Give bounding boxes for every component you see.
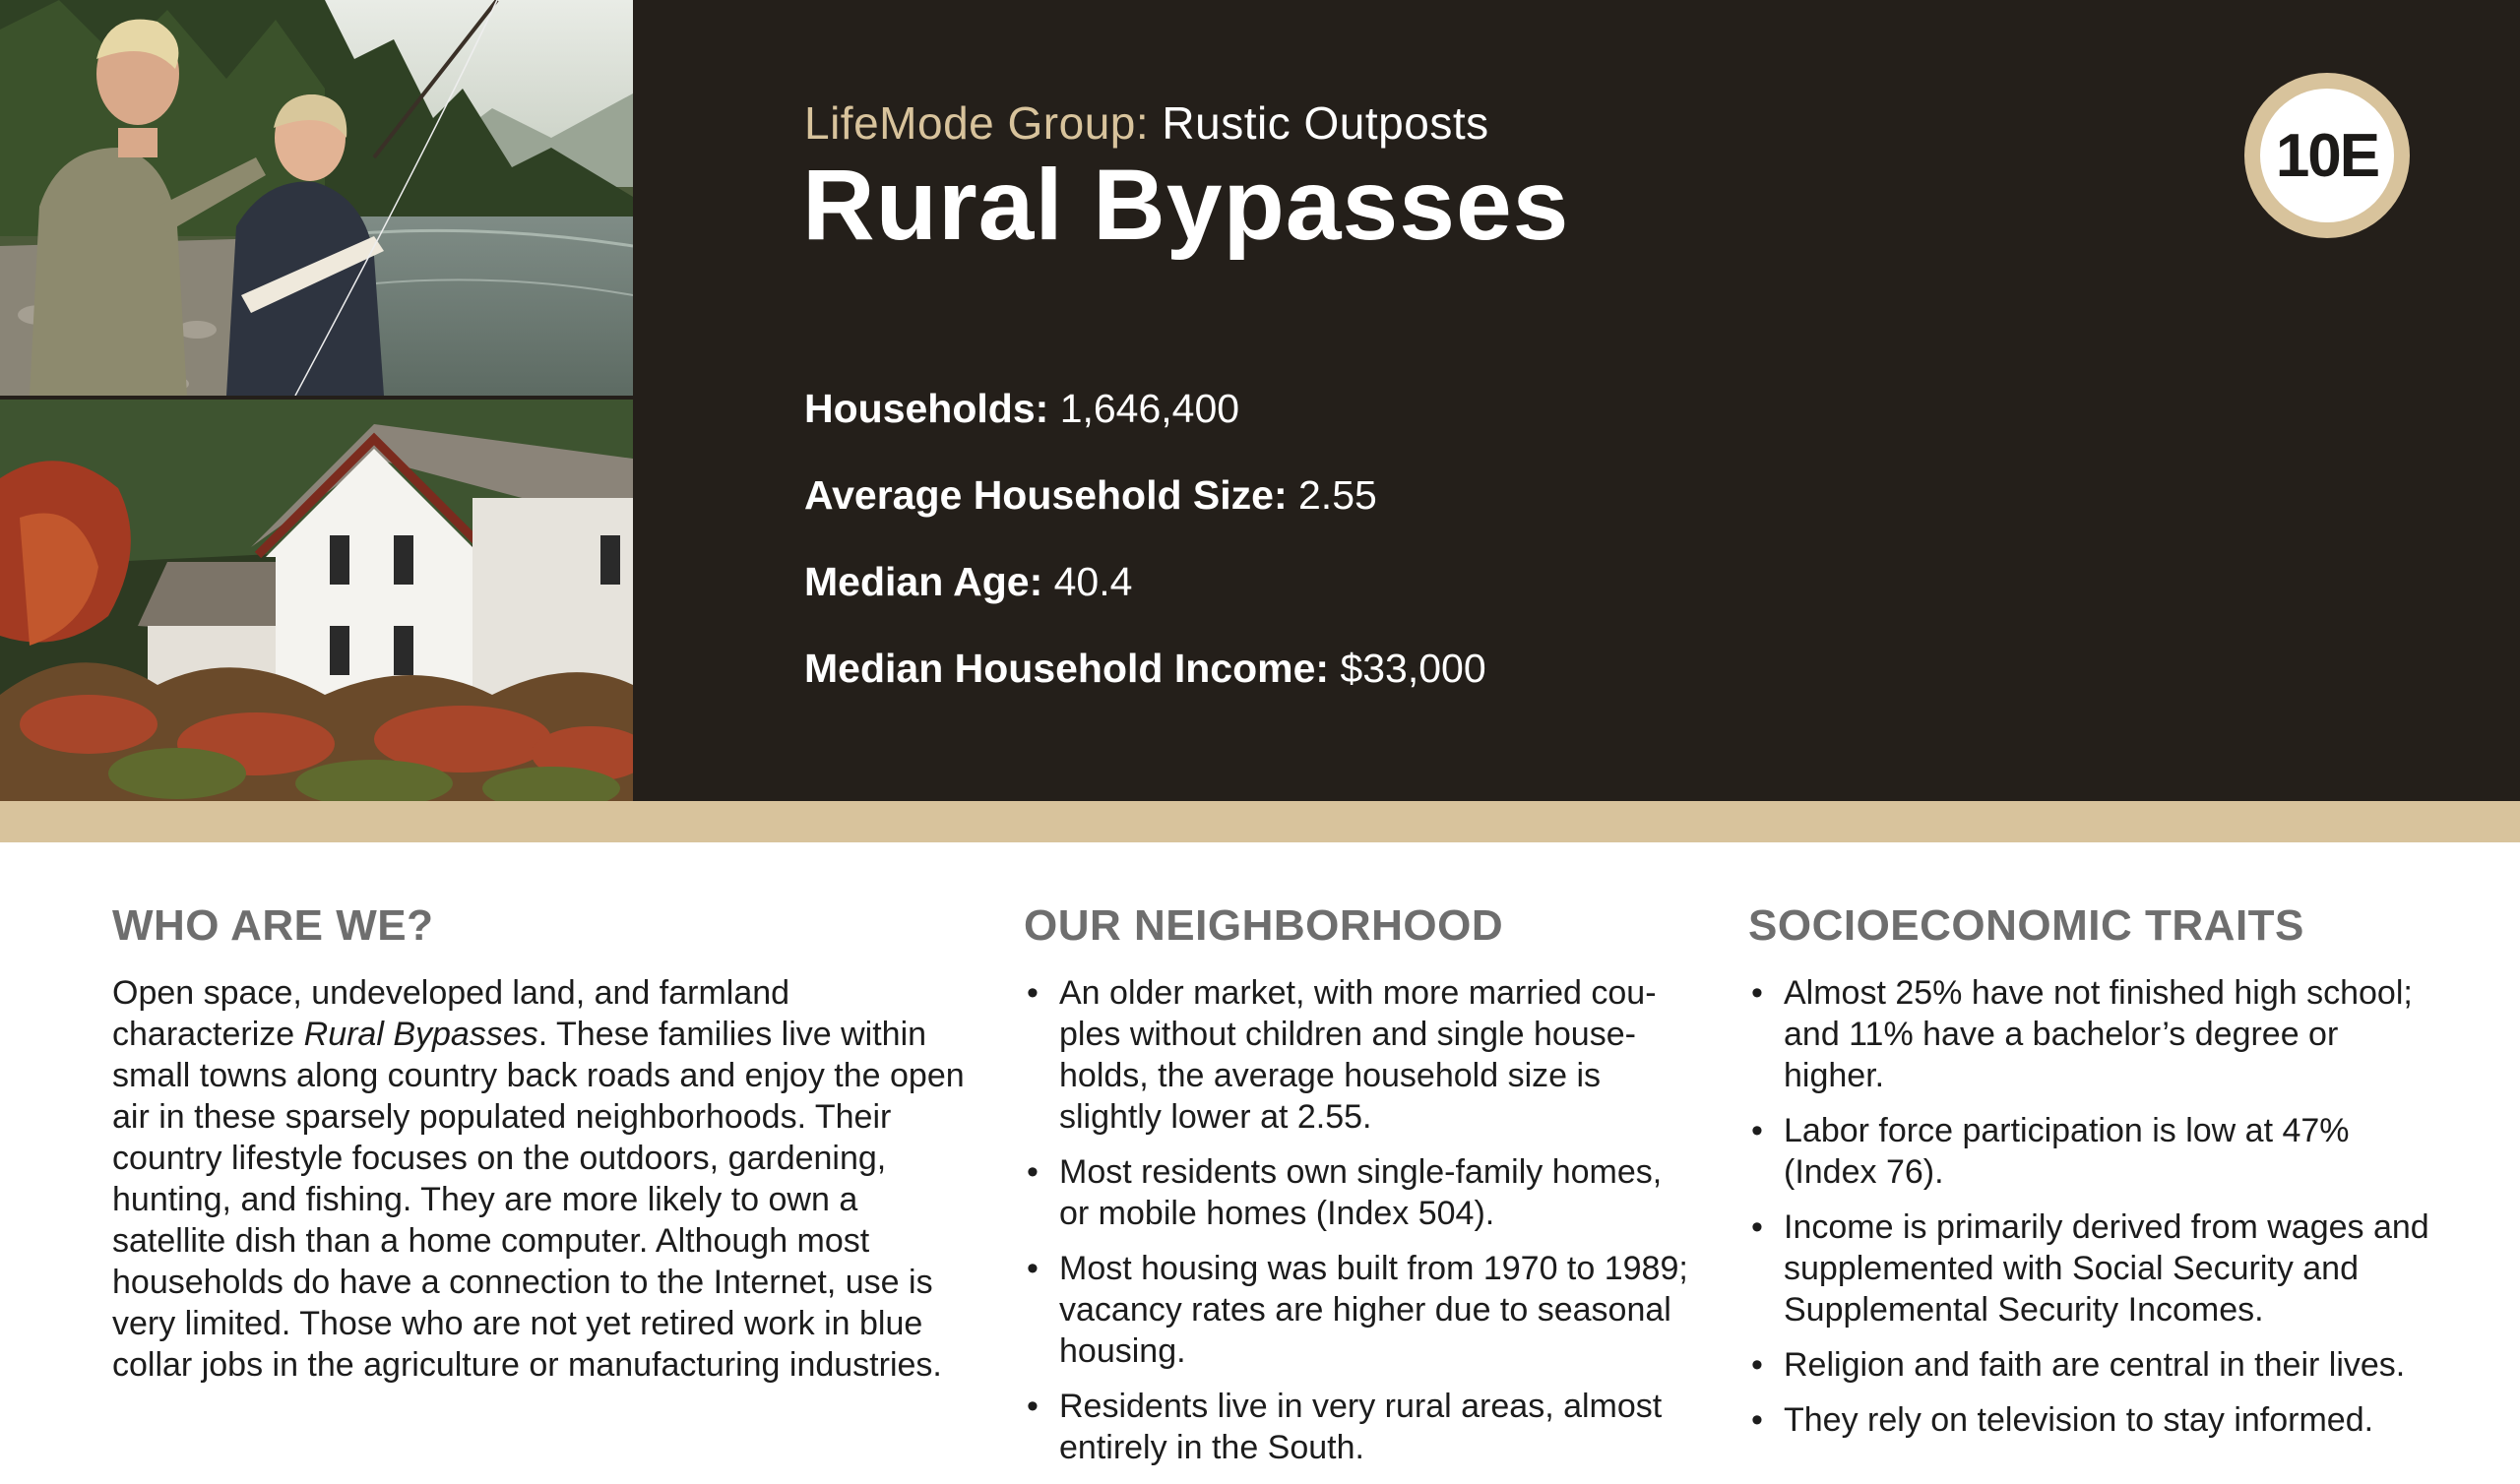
list-item (1748, 972, 2437, 1096)
list-item-text: They rely on television to stay informed. (1784, 1401, 2374, 1439)
segment-title: Rural Bypasses (802, 149, 1570, 261)
bullet-icon: • (1751, 1208, 1763, 1246)
bullet-icon: • (1751, 1346, 1763, 1384)
stat-value: 2.55 (1287, 472, 1377, 518)
list-item-text: An older market, with more married couples without children and single households, the average household size is slightly lower at 2.55. (1059, 974, 1657, 1136)
paragraph-lead: Open space, undeveloped land, and farmland characterize (112, 974, 790, 1053)
list-item (1024, 1248, 1693, 1372)
list-item-text: Almost 25% have not finished high school; and 11% have a bachelor’s degree or higher. (1784, 974, 2413, 1094)
stat-median-age (804, 559, 1486, 646)
stat-household-size (804, 472, 1486, 559)
stat-value: 1,646,400 (1048, 386, 1240, 431)
bullet-icon: • (1751, 974, 1763, 1012)
stat-value: $33,000 (1329, 646, 1486, 691)
list-item (1024, 972, 1693, 1138)
stat-households (804, 386, 1486, 472)
list-item (1024, 1386, 1693, 1468)
section-heading: WHO ARE WE? (112, 901, 434, 950)
section-heading: OUR NEIGHBORHOOD (1024, 901, 1504, 950)
lifemode-group (804, 96, 1489, 150)
key-stats (804, 386, 1486, 732)
bullet-icon: • (1027, 1388, 1039, 1425)
list-item-text: Most residents own single-family homes, or mobile homes (Index 504). (1059, 1153, 1663, 1232)
stat-label: Median Household Income: (804, 646, 1330, 691)
stat-median-income (804, 646, 1486, 732)
list-item-text: Residents live in very rural areas, almost entirely in the South. (1059, 1388, 1663, 1466)
bullet-icon: • (1751, 1112, 1763, 1149)
lifemode-label: LifeMode Group: (804, 97, 1150, 149)
bullet-icon: • (1027, 974, 1039, 1012)
list-item (1024, 1151, 1693, 1234)
neighborhood-list (1024, 972, 1693, 1468)
farmhouse-photo (0, 400, 633, 801)
fly-fishing-photo (0, 0, 633, 396)
paragraph-body: . These families live within small towns along country back roads and enjoy the open air in these sparsely populated neighborhoods. Their country lifestyle focuses on the outdoors, gardening, hunting, and fishing. They are more likely to own a satellite dish than a home computer. Although most households do have a connection to the Internet, use is very limited. Those who are not yet retired work in blue collar jobs in the agriculture or manufacturing industries. (112, 1016, 965, 1384)
list-item-text: Most housing was built from 1970 to 1989; vacancy rates are higher due to seasonal housing. (1059, 1250, 1688, 1370)
accent-divider-band (0, 801, 2520, 842)
stat-label: Median Age: (804, 559, 1043, 604)
socioeconomic-list (1748, 972, 2437, 1441)
list-item-text: Religion and faith are central in their lives. (1784, 1346, 2406, 1384)
list-item-text: Income is primarily derived from wages and supplemented with Social Security and Supplemental Security Incomes. (1784, 1208, 2429, 1329)
bullet-icon: • (1751, 1401, 1763, 1439)
lifemode-value: Rustic Outposts (1149, 97, 1489, 149)
list-item (1748, 1206, 2437, 1330)
segment-code: 10E (2260, 89, 2394, 222)
neighborhood-section (1024, 901, 1693, 1482)
who-are-we-paragraph (112, 972, 978, 1386)
list-item (1748, 1344, 2437, 1386)
segment-name-italic: Rural Bypasses (303, 1016, 538, 1053)
list-item-text: Labor force participation is low at 47% (Index 76). (1784, 1112, 2350, 1191)
who-are-we-section (112, 901, 978, 1386)
list-item (1748, 1399, 2437, 1441)
stat-value: 40.4 (1042, 559, 1133, 604)
stat-label: Households: (804, 386, 1049, 431)
segment-code-badge (2244, 73, 2410, 238)
list-item (1748, 1110, 2437, 1193)
section-heading: SOCIOECONOMIC TRAITS (1748, 901, 2304, 950)
stat-label: Average Household Size: (804, 472, 1288, 518)
bullet-icon: • (1027, 1153, 1039, 1191)
socioeconomic-section (1748, 901, 2437, 1454)
bullet-icon: • (1027, 1250, 1039, 1287)
